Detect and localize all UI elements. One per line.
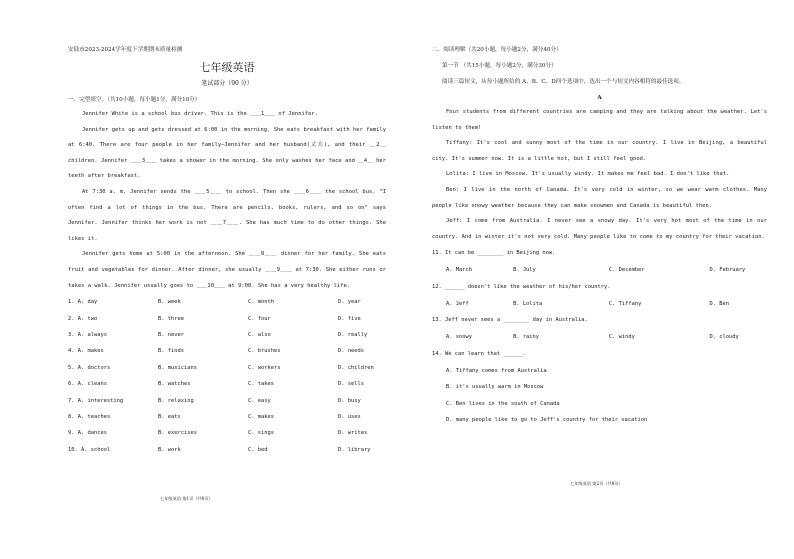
option: C. bed	[248, 446, 268, 453]
option: D. five	[338, 315, 361, 322]
question-13: 13. Jeff never sees a ________ day in Australia.	[432, 317, 588, 324]
option: C. makes	[248, 413, 274, 420]
option: D. uses	[338, 413, 361, 420]
option-row-9	[68, 425, 386, 441]
question-13-options	[432, 329, 767, 345]
page-footer-right: 七年级英语 第2页（共8页）	[570, 481, 623, 486]
section-reading-heading: 二、阅读理解（共20小题，每小题2分，满分40分）	[432, 47, 562, 53]
option-row-6	[68, 376, 386, 392]
option: 7. A. interesting	[68, 397, 124, 404]
option: B. three	[158, 315, 184, 322]
question-11: 11. It can be ________ in Beijing now.	[432, 250, 556, 257]
option: 2. A. two	[68, 315, 98, 322]
option-row-4	[68, 343, 386, 359]
question-11-options	[432, 262, 767, 278]
option: B. week	[158, 299, 181, 306]
option: C. sings	[248, 430, 274, 437]
option: C. Ben lives in the south of Canada	[446, 400, 560, 407]
option-row-5	[68, 360, 386, 376]
option: B. work	[158, 446, 181, 453]
page-footer-left: 七年级英语 第1页（共8页）	[160, 496, 213, 501]
option-row-2	[68, 311, 386, 327]
option: A. Tiffany comes from Australia	[446, 367, 547, 374]
cloze-options	[68, 294, 386, 458]
option: A. snowy	[446, 334, 472, 341]
option: A. Jeff	[446, 300, 469, 307]
option: 6. A. cleans	[68, 381, 107, 388]
reading-instruction: 阅读三篇短文，从每小题所给的 A、B、C、D四个选项中，选出一个与短文内容相符的最佳选项。	[442, 79, 685, 85]
option: 10. A. school	[68, 446, 111, 453]
option: B. finds	[158, 348, 184, 355]
reading-paragraph: Four students from different countries are camping and they are talking about the weather. Let's listen to them!	[432, 109, 767, 131]
option: B. July	[513, 267, 536, 274]
option: B. it's usually warm in Moscow	[446, 384, 544, 391]
option: D. really	[338, 331, 368, 338]
cloze-paragraph: Jennifer gets home at 5:00 in the afternoon. She ＿＿8＿＿ dinner for her family. She eats fruit and vegetables for dinner. After dinner, she usually ＿＿9＿＿ at 7:30. She either runs or takes a walk. Jennifer usually goes to ＿＿10＿＿ at 9:00. She has a very healthy life.	[68, 251, 386, 289]
option: 9. A. dances	[68, 430, 107, 437]
option: C. month	[248, 299, 274, 306]
option: C. Tiffany	[608, 300, 642, 307]
part-one-heading: 第一节 （共15小题，每小题2分，满分30分）	[442, 63, 557, 69]
option: C. brushes	[248, 348, 281, 355]
option: D. busy	[338, 397, 361, 404]
question-12-options	[432, 296, 767, 312]
option: D. many people like to go to Jeff's country for their vacation	[446, 417, 648, 424]
option: C. workers	[248, 364, 281, 371]
option: D. year	[338, 299, 361, 306]
reading-paragraph: Jeff: I come from Australia. I never see a snowy day. It's very hot most of the time in our country. And in winter it's not very cold. Many people like to come to my country for their vacation.	[432, 218, 767, 240]
option: D. Ben	[709, 300, 729, 307]
option-row-10	[68, 442, 386, 458]
option: D. library	[338, 446, 371, 453]
option: D. sells	[338, 381, 364, 388]
question-12: 12. ______ doesn't like the weather of his/her country.	[432, 283, 611, 290]
reading-paragraph: Lolita: I live in Moscow. It's usually windy. It makes me feel bad. I don't like that.	[446, 171, 730, 178]
option: C. also	[248, 331, 271, 338]
option: D. February	[709, 267, 746, 274]
option: C. takes	[248, 381, 274, 388]
left-column	[68, 40, 386, 458]
reading-paragraph: Ben: I live in the north of Canada. It's very cold in winter, so we wear warm clothes. Many people like snowy weather because they can make snowmen and Canada is beautiful then.	[432, 186, 767, 209]
option: D. cloudy	[709, 334, 739, 341]
option: B. watches	[158, 381, 191, 388]
option: 4. A. makes	[68, 348, 104, 355]
exam-header: 安陆市2023-2024学年度下学期期末质量检测	[68, 47, 183, 53]
option-row-7	[68, 393, 386, 409]
passage-label: A	[597, 95, 602, 101]
option: 8. A. teaches	[68, 413, 111, 420]
option: 1. A. day	[68, 299, 98, 306]
option: 5. A. doctors	[68, 364, 111, 371]
option: B. relaxing	[158, 397, 194, 404]
option: B. musicians	[158, 364, 197, 371]
option: C. windy	[608, 334, 635, 341]
option-row-8	[68, 409, 386, 425]
option: D. writes	[338, 430, 368, 437]
option: C. four	[248, 315, 271, 322]
section-cloze-heading: 一、完型填空。（共10小题，每小题1分，满分10分）	[68, 97, 201, 103]
option: D. needs	[338, 348, 364, 355]
option: C. easy	[248, 397, 271, 404]
right-column	[432, 40, 767, 429]
option-row-1	[68, 294, 386, 310]
cloze-paragraph: At 7:30 a. m. Jennifer sends the ＿＿5＿＿ to school. Then she ＿＿6＿＿ the school bus. "I often find a lot of things in the bus. There are pencils, books, rulers, and so on" says Jennifer. Jennifer thinks her work is not ＿＿7＿＿. She has much time to do other things. She likes it.	[68, 188, 386, 242]
option-row-3	[68, 327, 386, 343]
option: A. March	[446, 267, 472, 274]
option: B. rainy	[513, 334, 540, 341]
page-title: 七年级英语	[199, 61, 255, 74]
option: 3. A. always	[68, 331, 107, 338]
page-subtitle: 笔试部分（90 分）	[201, 80, 253, 87]
cloze-paragraph: Jennifer gets up and gets dressed at 6:00 in the morning. She eats breakfast with her family at 6:40. There are four people in her family—Jennifer and her husband(丈夫), and their ＿2＿ children. Jennifer ＿＿3＿＿ takes a shower in the morning. She only washes her face and ＿4＿ her teeth after breakfast.	[68, 126, 386, 180]
option: C. December	[608, 267, 645, 274]
question-14: 14. We can learn that ______.	[432, 350, 527, 357]
cloze-paragraph: Jennifer White is a school bus driver. This is the ＿＿1＿＿ of Jennifer.	[82, 111, 318, 117]
option: B. exercises	[158, 430, 197, 437]
option: B. eats	[158, 413, 181, 420]
option: B. Lolita	[513, 300, 543, 307]
option: B. never	[158, 331, 184, 338]
option: D. children	[338, 364, 374, 371]
reading-paragraph: Tiffany: It's cool and sunny most of the time in our country. I live in Beijing, a beautiful city. It's summer now. It is a little hot, but I still feel good.	[432, 140, 767, 162]
